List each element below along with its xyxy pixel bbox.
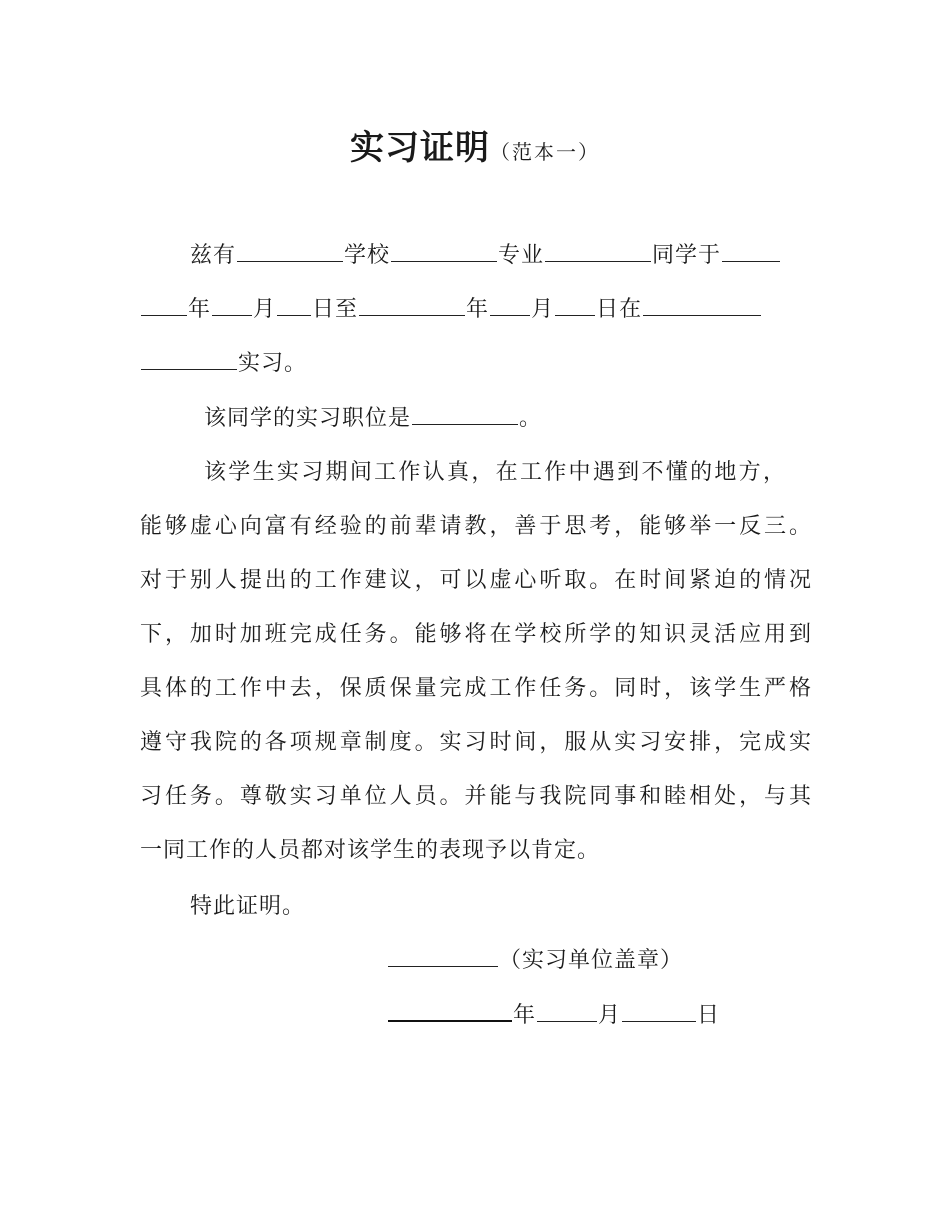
blank-seal xyxy=(388,946,498,967)
paragraph-3-line-6: 遵守我院的各项规章制度。实习时间，服从实习安排，完成实 xyxy=(140,730,812,755)
paragraph-2 xyxy=(204,399,812,439)
text-day-at: 日在 xyxy=(596,297,643,322)
text-major: 专业 xyxy=(498,243,545,268)
text-day-to: 日至 xyxy=(312,297,359,322)
paragraph-3-line-7: 习任务。尊敬实习单位人员。并能与我院同事和睦相处，与其 xyxy=(140,784,812,809)
paragraph-3-line-2: 能够虚心向富有经验的前辈请教，善于思考，能够举一反三。 xyxy=(140,514,812,539)
paragraph-3-line-5: 具体的工作中去，保质保量完成工作任务。同时，该学生严格 xyxy=(140,676,812,701)
blank-start-year-b xyxy=(141,295,187,316)
text-sign-month: 月 xyxy=(598,1003,622,1028)
text-position-prefix: 该同学的实习职位是 xyxy=(204,406,412,431)
blank-start-day xyxy=(277,295,311,316)
paragraph-3-line-3: 对于别人提出的工作建议，可以虚心听取。在时间紧迫的情况 xyxy=(140,568,812,593)
blank-company-b xyxy=(141,349,237,370)
text-internship: 实习。 xyxy=(238,351,308,376)
seal-line xyxy=(388,941,808,981)
text-sign-year: 年 xyxy=(513,1003,537,1028)
text-student-at: 同学于 xyxy=(652,243,722,268)
paragraph-3-line-1: 该学生实习期间工作认真，在工作中遇到不懂的地方， xyxy=(204,460,786,485)
blank-school xyxy=(237,241,343,262)
paragraph-1-line-3 xyxy=(140,344,812,384)
document-title xyxy=(0,120,950,169)
blank-end-year xyxy=(359,295,465,316)
paragraph-1-line-1 xyxy=(190,236,812,276)
text-sign-day: 日 xyxy=(697,1003,721,1028)
date-line xyxy=(388,996,808,1036)
closing-text: 特此证明。 xyxy=(190,894,306,919)
blank-student xyxy=(545,241,651,262)
text-year-2: 年 xyxy=(466,297,490,322)
text-position-suffix: 。 xyxy=(519,406,543,431)
title-note: （范本一） xyxy=(490,140,600,164)
text-school: 学校 xyxy=(344,243,391,268)
paragraph-1-line-2 xyxy=(140,290,812,330)
blank-start-month xyxy=(212,295,252,316)
blank-major xyxy=(391,241,497,262)
blank-sign-day xyxy=(622,1001,696,1022)
seal-label: （实习单位盖章） xyxy=(499,948,684,973)
paragraph-3-line-8: 一同工作的人员都对该学生的表现予以肯定。 xyxy=(140,838,601,863)
text-month-2: 月 xyxy=(531,297,555,322)
blank-company-a xyxy=(643,295,761,316)
blank-start-year-a xyxy=(722,241,780,262)
text-month: 月 xyxy=(253,297,277,322)
blank-position xyxy=(412,404,518,425)
blank-sign-year xyxy=(388,1000,512,1022)
text-year: 年 xyxy=(188,297,212,322)
blank-end-month xyxy=(490,295,530,316)
text-zi-you: 兹有 xyxy=(190,243,237,268)
paragraph-3-line-4: 下，加时加班完成任务。能够将在学校所学的知识灵活应用到 xyxy=(140,622,812,647)
title-text: 实习证明 xyxy=(350,128,490,168)
blank-sign-month xyxy=(537,1001,597,1022)
blank-end-day xyxy=(555,295,595,316)
